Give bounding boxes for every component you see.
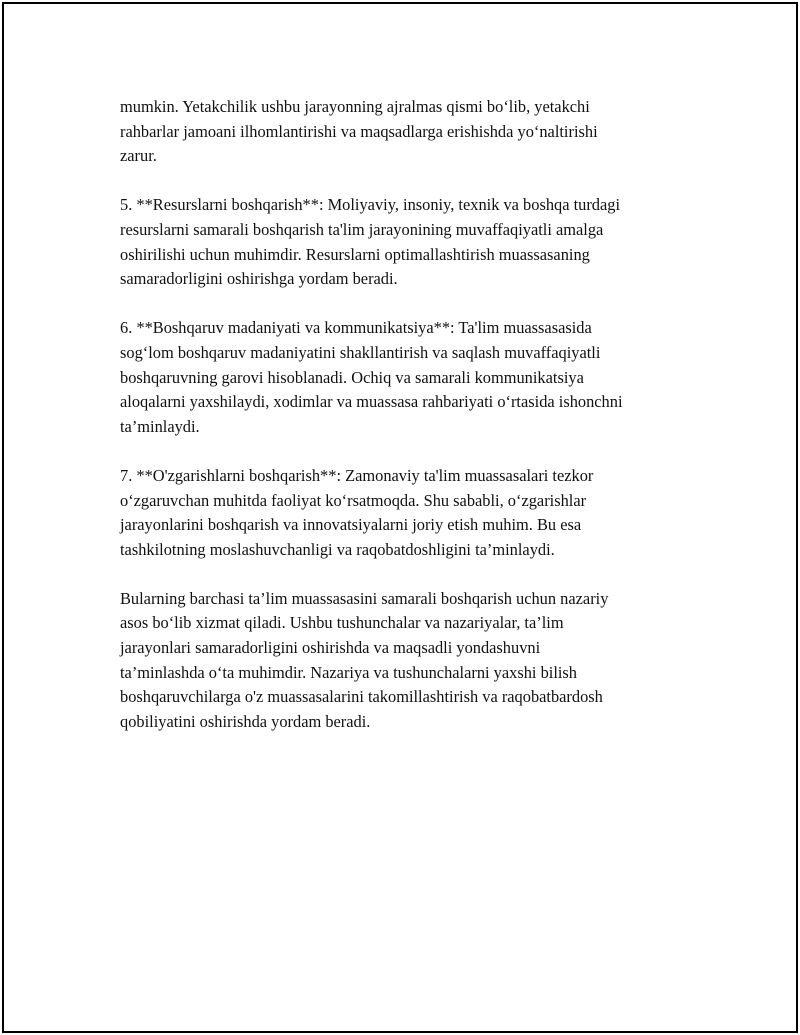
text-line: jarayonlari samaradorligini oshirishda va maqsadli yondashuvni (120, 638, 541, 658)
text-line: Bularning barchasi ta’lim muassasasini samarali boshqarish uchun nazariy (120, 588, 609, 608)
text-line: qobiliyatini oshirishda yordam beradi. (120, 711, 371, 731)
text-line: 6. **Boshqaruv madaniyati va kommunikatsiya**: Ta'lim muassasasida (120, 318, 592, 338)
text-line: o‘zgaruvchan muhitda faoliyat ko‘rsatmoqda. Shu sababli, o‘zgarishlar (120, 490, 587, 510)
text-line: asos bo‘lib xizmat qiladi. Ushbu tushunchalar va nazariyalar, ta’lim (120, 613, 564, 633)
paragraph-conclusion (120, 587, 700, 735)
text-line: 7. **O'zgarishlarni boshqarish**: Zamonaviy ta'lim muassasalari tezkor (120, 465, 594, 485)
text-line: boshqaruvchilarga o'z muassasalarini takomillashtirish va raqobatbardosh (120, 687, 603, 707)
text-line: mumkin. Yetakchilik ushbu jarayonning ajralmas qismi bo‘lib, yetakchi (120, 97, 590, 116)
text-line: 5. **Resurslarni boshqarish**: Moliyaviy, insoniy, texnik va boshqa turdagi (120, 195, 621, 215)
text-line: jarayonlarini boshqarish va innovatsiyalarni joriy etish muhim. Bu esa (120, 515, 582, 535)
text-line: rahbarlar jamoani ilhomlantirishi va maqsadlarga erishishda yo‘naltirishi (120, 121, 598, 141)
paragraph-resource-management (120, 193, 700, 291)
text-line: sog‘lom boshqaruv madaniyatini shakllantirish va saqlash muvaffaqiyatli (120, 342, 601, 362)
paragraph-management-culture (120, 316, 700, 439)
document-body (120, 95, 700, 759)
text-line: tashkilotning moslashuvchanligi va raqobatdoshligini ta’minlaydi. (120, 539, 555, 559)
text-line: boshqaruvning garovi hisoblanadi. Ochiq va samarali kommunikatsiya (120, 367, 584, 387)
text-line: ta’minlaydi. (120, 416, 200, 436)
document-page (2, 2, 798, 1033)
paragraph-leadership-continuation (120, 95, 700, 169)
text-line: aloqalarni yaxshilaydi, xodimlar va muassasa rahbariyati o‘rtasida ishonchni (120, 392, 623, 412)
text-line: zarur. (120, 146, 157, 166)
paragraph-change-management (120, 464, 700, 562)
text-line: resurslarni samarali boshqarish ta'lim jarayonining muvaffaqiyatli amalga (120, 219, 604, 239)
text-line: samaradorligini oshirishga yordam beradi. (120, 269, 398, 289)
text-line: oshirilishi uchun muhimdir. Resurslarni optimallashtirish muassasaning (120, 244, 590, 264)
text-line: ta’minlashda o‘ta muhimdir. Nazariya va tushunchalarni yaxshi bilish (120, 662, 578, 682)
